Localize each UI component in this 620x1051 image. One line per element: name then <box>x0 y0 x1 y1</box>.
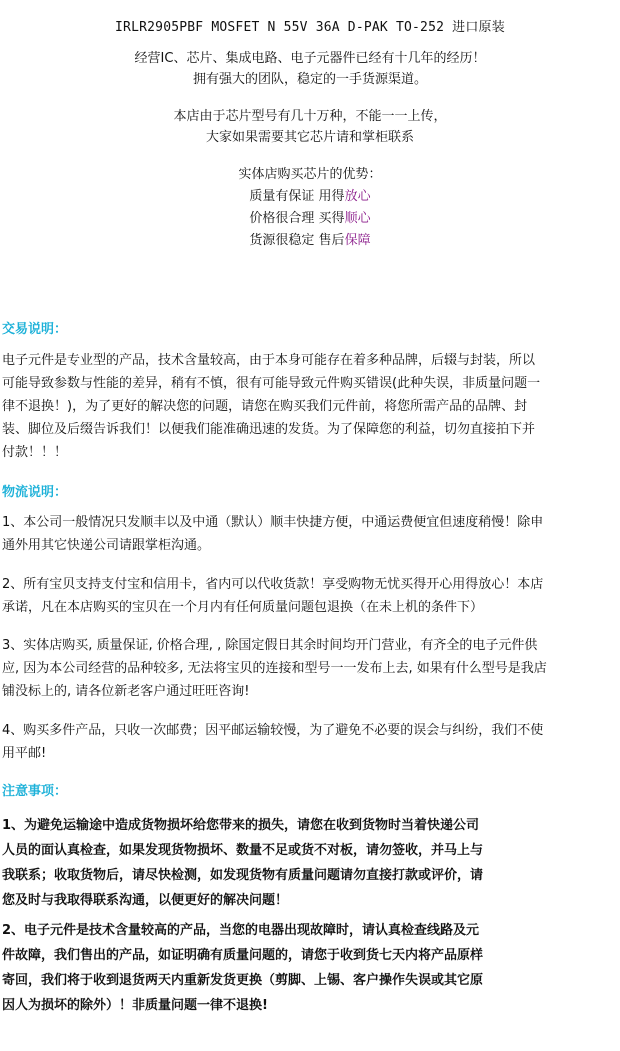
text-line: 2、电子元件是技术含量较高的产品，当您的电器出现故障时，请认真检查线路及元 <box>2 923 480 938</box>
text-line: 件故障，我们售出的产品，如证明确有质量问题的，请您于收到货七天内将产品原样 <box>2 948 484 963</box>
intro-notice <box>0 106 620 148</box>
intro-line-1: 经营IC、芯片、集成电路、电子元器件已经有十几年的经历！ <box>134 51 486 66</box>
logistics-item-4 <box>2 719 618 765</box>
intro-block <box>0 48 620 90</box>
logistics-item-1 <box>2 511 618 557</box>
advantage-item <box>0 230 620 252</box>
advantages-block <box>0 164 620 252</box>
advantage-highlight: 顺心 <box>344 211 371 226</box>
notes-item-1 <box>2 813 618 913</box>
logistics-heading: 物流说明： <box>2 485 68 500</box>
text-line: 1、本公司一般情况只发顺丰以及中通（默认）顺丰快捷方便，中通运费便宜但速度稍慢！除申 <box>2 515 544 530</box>
text-line: 通外用其它快递公司请跟掌柜沟通。 <box>2 538 211 553</box>
text-line: 铺没标上的, 请各位新老客户通过旺旺咨询! <box>2 684 250 699</box>
logistics-item-2 <box>2 573 618 619</box>
intro-line-2: 拥有强大的团队，稳定的一手货源渠道。 <box>192 72 427 87</box>
text-line: 人员的面认真检查，如果发现货物损坏、数量不足或货不对板，请勿签收，并马上与 <box>2 843 484 858</box>
text-line: 可能导致参数与性能的差异，稍有不慎，很有可能导致元件购买错误(此种失误，非质量问题一 <box>2 376 541 391</box>
advantage-text: 质量有保证 用得 <box>249 189 345 204</box>
advantage-highlight: 保障 <box>344 233 371 248</box>
text-line: 承诺，凡在本店购买的宝贝在一个月内有任何质量问题包退换（在未上机的条件下） <box>2 600 484 615</box>
trade-paragraph <box>2 349 618 464</box>
text-line: 1、为避免运输途中造成货物损坏给您带来的损失，请您在收到货物时当着快递公司 <box>2 818 480 833</box>
text-line: 付款！！！ <box>2 445 68 460</box>
text-line: 我联系；收取货物后，请尽快检测，如发现货物有质量问题请勿直接打款或评价，请 <box>2 868 484 883</box>
text-line: 您及时与我取得联系沟通，以便更好的解决问题！ <box>2 893 289 908</box>
advantages-title: 实体店购买芯片的优势： <box>238 167 382 182</box>
advantage-item <box>0 208 620 230</box>
product-title: IRLR2905PBF MOSFET N 55V 36A D-PAK TO-252 进口原装 <box>115 20 505 35</box>
advantage-highlight: 放心 <box>344 189 371 204</box>
intro-line-4: 大家如果需要其它芯片请和掌柜联系 <box>205 130 414 145</box>
text-line: 应, 因为本公司经营的品种较多, 无法将宝贝的连接和型号一一发布上去, 如果有什么型号是我店 <box>2 661 547 676</box>
text-line: 因人为损坏的除外）！非质量问题一律不退换! <box>2 998 268 1013</box>
text-line: 律不退换！)，为了更好的解决您的问题，请您在购买我们元件前，将您所需产品的品牌、封 <box>2 399 528 414</box>
text-line: 用平邮! <box>2 746 47 761</box>
text-line: 3、实体店购买, 质量保证, 价格合理, , 除国定假日其余时间均开门营业，有齐全的电子元件供 <box>2 638 538 653</box>
text-line: 2、所有宝贝支持支付宝和信用卡，省内可以代收货款！享受购物无忧买得开心用得放心！本店 <box>2 577 544 592</box>
advantage-item <box>0 186 620 208</box>
trade-heading: 交易说明： <box>2 322 68 337</box>
logistics-item-3 <box>2 634 618 703</box>
notes-heading: 注意事项： <box>2 784 68 799</box>
notes-item-2 <box>2 918 618 1018</box>
text-line: 电子元件是专业型的产品，技术含量较高，由于本身可能存在着多种品牌，后辍与封装，所以 <box>2 353 536 368</box>
advantage-text: 货源很稳定 售后 <box>249 233 345 248</box>
text-line: 装、脚位及后缀告诉我们！以便我们能准确迅速的发货。为了保障您的利益，切勿直接拍下并 <box>2 422 536 437</box>
text-line: 4、购买多件产品，只收一次邮费；因平邮运输较慢，为了避免不必要的误会与纠纷，我们不使 <box>2 723 544 738</box>
text-line: 寄回，我们将于收到退货两天内重新发货更换（剪脚、上锡、客户操作失误或其它原 <box>2 973 484 988</box>
advantage-text: 价格很合理 买得 <box>249 211 345 226</box>
intro-line-3: 本店由于芯片型号有几十万种，不能一一上传， <box>173 109 447 124</box>
